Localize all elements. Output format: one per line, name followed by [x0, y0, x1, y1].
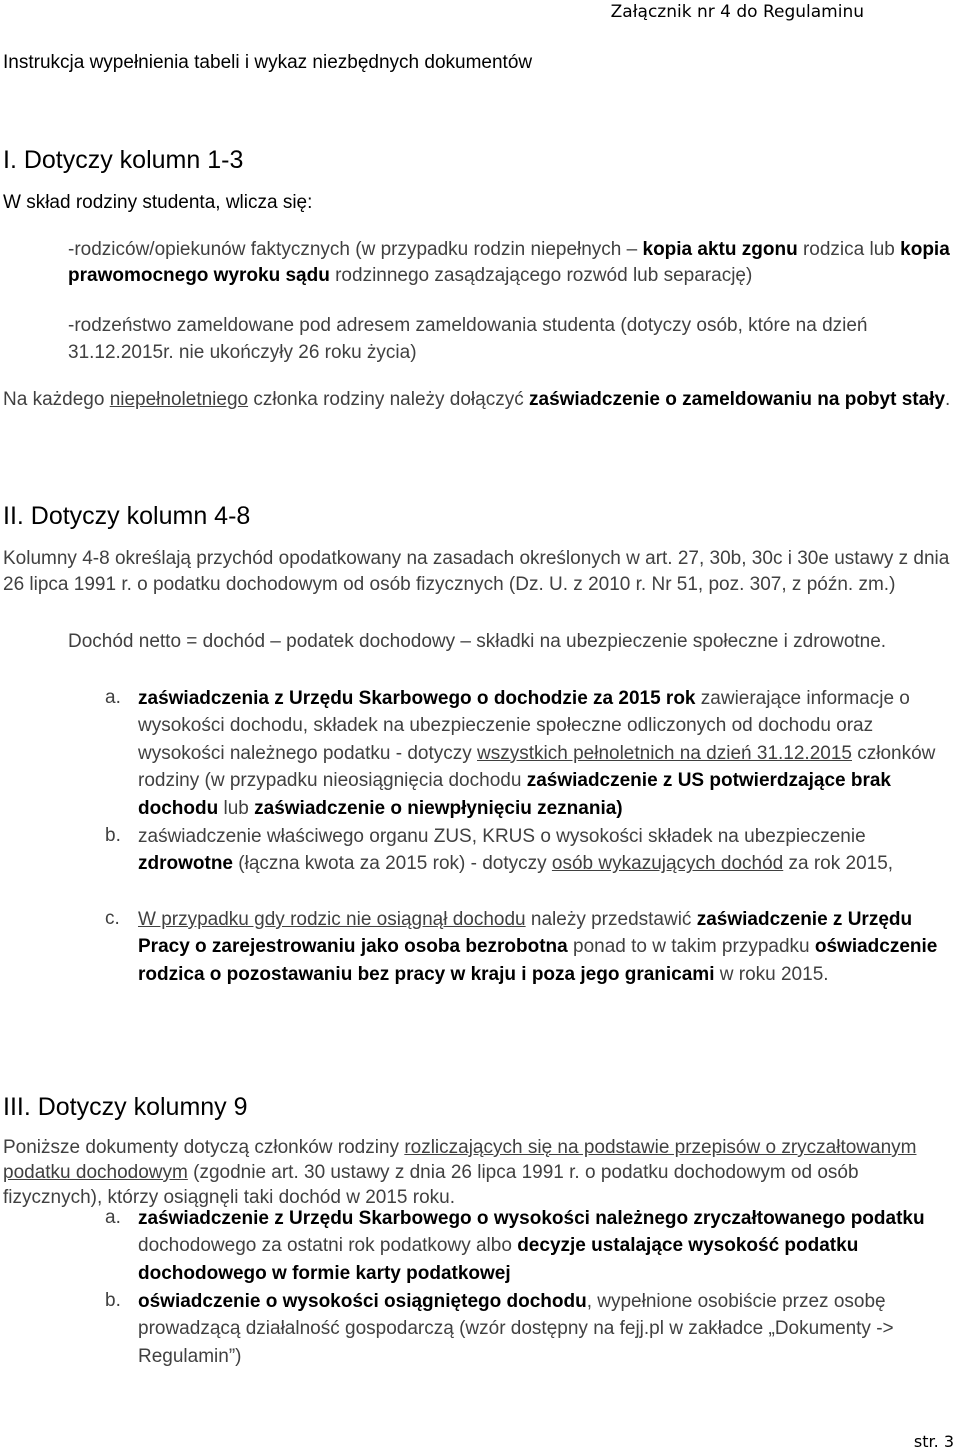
section-1-bullet-siblings: -rodzeństwo zameldowane pod adresem zameldowania studenta (dotyczy osób, które na dzień 31.12.2015r. nie ukończyły 26 roku życia)	[68, 315, 868, 363]
section-3-item-b: oświadczenie o wysokości osiągniętego dochodu, wypełnione osobiście przez osobę prowadzącą działalność gospodarczą (wzór dostępny na fejj.pl w zakładce „Dokumenty -> Regulamin”)	[138, 1291, 894, 1367]
section-2-lead: Kolumny 4-8 określają przychód opodatkowany na zasadach określonych w art. 27, 30b, 30c i 30e ustawy z dnia 26 lipca 1991 r. o podatku dochodowym od osób fizycznych (Dz. U. z 2010 r. Nr 51, poz. 307, z późn. zm.)	[3, 548, 950, 595]
section-2-item-c-label: c.	[105, 908, 120, 929]
document-intro: Instrukcja wypełnienia tabeli i wykaz niezbędnych dokumentów	[3, 52, 533, 73]
section-2-item-b-label: b.	[105, 825, 121, 846]
section-1-note: Na każdego niepełnoletniego członka rodziny należy dołączyć zaświadczenie o zameldowaniu na pobyt stały.	[3, 389, 951, 410]
section-2-heading: II. Dotyczy kolumn 4-8	[3, 502, 251, 530]
section-3-lead: Poniższe dokumenty dotyczą członków rodziny rozliczających się na podstawie przepisów o zryczałtowanym podatku dochodowym (zgodnie art. 30 ustawy z dnia 26 lipca 1991 r. o podatku dochodowym od osób fizycznych), którzy osiągnęli taki dochód w 2015 roku.	[3, 1137, 917, 1208]
page-number: str. 3	[913, 1432, 954, 1451]
annex-label: Załącznik nr 4 do Regulaminu	[610, 2, 864, 22]
section-1-lead: W skład rodziny studenta, wlicza się:	[3, 192, 313, 213]
section-3-item-a-label: a.	[105, 1207, 121, 1228]
section-2-item-c: W przypadku gdy rodzic nie osiągnął dochodu należy przedstawić zaświadczenie z Urzędu Pracy o zarejestrowaniu jako osoba bezrobotna ponad to w takim przypadku oświadczenie rodzica o pozostawaniu bez pracy w kraju i poza jego granicami w roku 2015.	[138, 909, 938, 985]
section-3-item-a: zaświadczenie z Urzędu Skarbowego o wysokości należnego zryczałtowanego podatku dochodowego za ostatni rok podatkowy albo decyzje ustalające wysokość podatku dochodowego w formie karty podatkowej	[138, 1208, 925, 1284]
section-2-item-b: zaświadczenie właściwego organu ZUS, KRUS o wysokości składek na ubezpieczenie zdrowotne (łączna kwota za 2015 rok) - dotyczy osób wykazujących dochód za rok 2015,	[138, 826, 894, 875]
section-2-item-a: zaświadczenia z Urzędu Skarbowego o dochodzie za 2015 rok zawierające informacje o wysokości dochodu, składek na ubezpieczenie społeczne odliczonych od dochodu oraz wysokości należnego podatku - dotyczy wszystkich pełnoletnich na dzień 31.12.2015 członków rodziny (w przypadku nieosiągnięcia dochodu zaświadczenie z US potwierdzające brak dochodu lub zaświadczenie o niewpłynięciu zeznania)	[138, 688, 936, 819]
section-3-item-b-label: b.	[105, 1290, 121, 1311]
section-2-formula: Dochód netto = dochód – podatek dochodowy – składki na ubezpieczenie społeczne i zdrowotne.	[68, 631, 887, 652]
section-3-heading: III. Dotyczy kolumny 9	[3, 1093, 248, 1121]
section-1-heading: I. Dotyczy kolumn 1-3	[3, 146, 244, 174]
section-1-bullet-parents: -rodziców/opiekunów faktycznych (w przypadku rodzin niepełnych – kopia aktu zgonu rodzica lub kopia prawomocnego wyroku sądu rodzinnego zasądzającego rozwód lub separację)	[68, 239, 950, 286]
section-2-item-a-label: a.	[105, 687, 121, 708]
